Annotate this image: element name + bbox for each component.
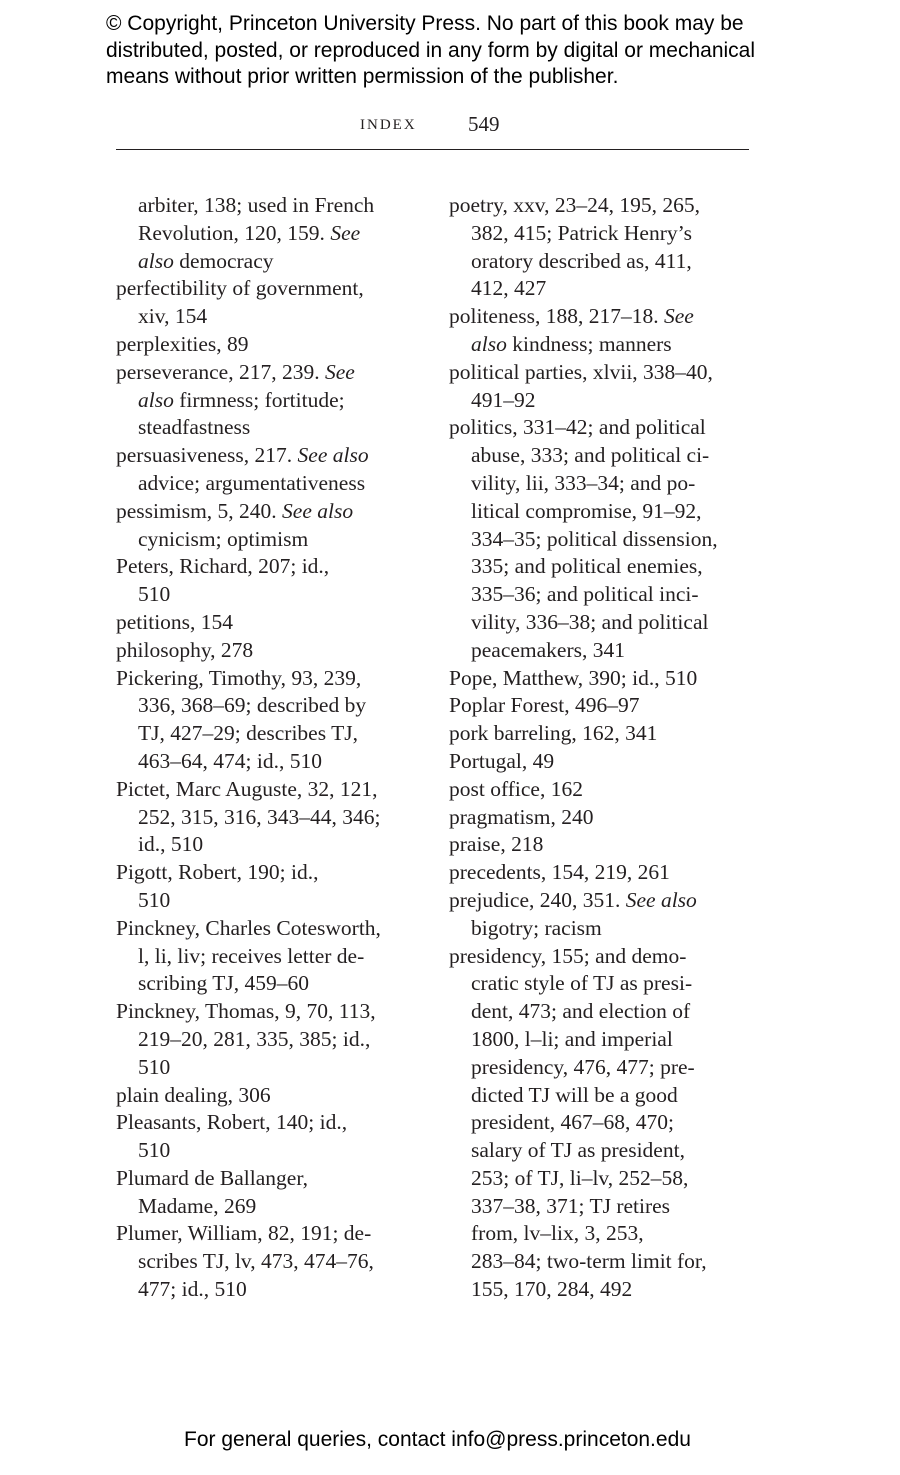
index-entry xyxy=(116,998,426,1081)
entry-text: Portugal, 49 xyxy=(449,748,555,773)
cross-reference-text: See xyxy=(324,359,355,384)
index-entry-continuation xyxy=(116,720,426,748)
index-entry-line xyxy=(116,1082,426,1110)
index-entry-continuation xyxy=(116,387,426,415)
index-entry-line xyxy=(116,275,426,303)
index-entry-line xyxy=(116,998,426,1026)
index-entry-continuation xyxy=(449,498,759,526)
index-entry xyxy=(449,665,759,693)
copyright-line: means without prior written permission of the publisher. xyxy=(106,65,619,88)
cross-reference-text: also xyxy=(471,331,507,356)
index-entry-line xyxy=(116,1220,426,1248)
index-entry-continuation xyxy=(116,804,426,832)
entry-text: abuse, 333; and political ci- xyxy=(471,443,710,468)
index-entry xyxy=(449,192,759,303)
entry-text: id., 510 xyxy=(138,832,204,857)
entry-text: democracy xyxy=(173,248,274,273)
index-entry-continuation xyxy=(116,1193,426,1221)
entry-text: Pope, Matthew, 390; id., 510 xyxy=(449,665,698,690)
entry-text: 510 xyxy=(138,1054,171,1079)
entry-text: pork barreling, 162, 341 xyxy=(449,721,658,746)
index-entry xyxy=(116,359,426,442)
entry-text: 491–92 xyxy=(471,387,536,412)
entry-text: persuasiveness, 217. xyxy=(116,443,298,468)
index-entry-continuation xyxy=(116,248,426,276)
index-entry xyxy=(116,1165,426,1221)
index-entry-continuation xyxy=(449,970,759,998)
index-entry xyxy=(116,637,426,665)
cross-reference-text: See xyxy=(664,304,694,329)
index-entry-line xyxy=(116,359,426,387)
cross-reference-text: See also xyxy=(282,498,354,523)
entry-text: Revolution, 120, 159. xyxy=(138,220,331,245)
entry-text: dicted TJ will be a good xyxy=(471,1082,678,1107)
index-entry-continuation xyxy=(449,637,759,665)
entry-text: from, lv–lix, 3, 253, xyxy=(471,1221,644,1246)
entry-text: pragmatism, 240 xyxy=(449,804,594,829)
index-entry-line xyxy=(449,303,759,331)
entry-text: perfectibility of government, xyxy=(116,276,364,301)
index-entry xyxy=(116,1082,426,1110)
index-entry-line xyxy=(449,748,759,776)
index-entry-line xyxy=(449,720,759,748)
index-entry xyxy=(116,498,426,554)
entry-text: Madame, 269 xyxy=(138,1193,257,1218)
header-rule xyxy=(116,149,749,150)
entry-text: bigotry; racism xyxy=(471,915,602,940)
index-entry-continuation xyxy=(449,1165,759,1193)
index-entry-line xyxy=(449,665,759,693)
index-entry-line xyxy=(449,943,759,971)
index-entry-continuation xyxy=(449,1082,759,1110)
index-entry-line xyxy=(116,859,426,887)
index-entry-continuation xyxy=(449,331,759,359)
entry-text: Pictet, Marc Auguste, 32, 121, xyxy=(116,776,378,801)
entry-text: philosophy, 278 xyxy=(116,637,254,662)
entry-text: dent, 473; and election of xyxy=(471,999,691,1024)
index-entry-continuation xyxy=(116,692,426,720)
entry-text: 477; id., 510 xyxy=(138,1277,247,1302)
index-entry-continuation xyxy=(449,220,759,248)
index-entry-continuation xyxy=(116,887,426,915)
index-entry-continuation xyxy=(116,526,426,554)
entry-text: l, li, liv; receives letter de- xyxy=(138,943,365,968)
entry-text: 463–64, 474; id., 510 xyxy=(138,748,322,773)
index-entry-continuation xyxy=(116,303,426,331)
copyright-line: distributed, posted, or reproduced in any form by digital or mechanical xyxy=(106,38,756,62)
index-entry-continuation xyxy=(449,442,759,470)
index-entry xyxy=(116,192,426,275)
copyright-line: © Copyright, Princeton University Press. No part of this book may be xyxy=(106,12,744,35)
entry-text: 1800, l–li; and imperial xyxy=(471,1026,673,1051)
index-entry-line xyxy=(449,692,759,720)
index-entry-continuation xyxy=(116,1248,426,1276)
running-head xyxy=(116,112,749,142)
index-entry xyxy=(449,359,759,415)
entry-text: poetry, xxv, 23–24, 195, 265, xyxy=(449,193,701,217)
index-entry-continuation xyxy=(449,1026,759,1054)
entry-text: salary of TJ as president, xyxy=(471,1138,685,1163)
index-entry-line xyxy=(449,831,759,859)
entry-text: cynicism; optimism xyxy=(138,526,309,551)
index-entry-line xyxy=(116,776,426,804)
index-entry-line xyxy=(449,414,759,442)
index-entry-line xyxy=(116,1109,426,1137)
entry-text: 334–35; political dissension, xyxy=(471,526,718,551)
index-entry-continuation xyxy=(449,553,759,581)
entry-text: 219–20, 281, 335, 385; id., xyxy=(138,1026,371,1051)
entry-text: 252, 315, 316, 343–44, 346; xyxy=(138,804,381,829)
index-entry xyxy=(449,831,759,859)
entry-text: Pinckney, Thomas, 9, 70, 113, xyxy=(116,999,376,1024)
entry-text: vility, lii, 333–34; and po- xyxy=(471,470,696,495)
copyright-notice xyxy=(106,11,846,91)
index-entry-line xyxy=(449,192,759,220)
entry-text: litical compromise, 91–92, xyxy=(471,498,702,523)
index-entry-continuation xyxy=(449,1276,759,1304)
entry-text: Pickering, Timothy, 93, 239, xyxy=(116,665,362,690)
entry-text: 253; of TJ, li–lv, 252–58, xyxy=(471,1165,689,1190)
entry-text: Pleasants, Robert, 140; id., xyxy=(116,1110,348,1135)
index-entry-continuation xyxy=(116,414,426,442)
page-number: 549 xyxy=(468,112,500,136)
index-entry-continuation xyxy=(116,220,426,248)
index-entry-continuation xyxy=(449,915,759,943)
entry-text: firmness; fortitude; xyxy=(173,387,345,412)
index-entry-continuation xyxy=(449,581,759,609)
index-entry xyxy=(449,943,759,1304)
index-entry xyxy=(449,303,759,359)
footer-contact: For general queries, contact info@press.princeton.edu xyxy=(184,1428,691,1451)
cross-reference-text: See also xyxy=(625,887,697,912)
index-entry xyxy=(116,1109,426,1165)
entry-text: 336, 368–69; described by xyxy=(138,693,367,718)
index-entry-continuation xyxy=(116,1137,426,1165)
index-entry xyxy=(449,804,759,832)
entry-text: Pigott, Robert, 190; id., xyxy=(116,860,319,885)
entry-text: arbiter, 138; used in French xyxy=(138,193,375,217)
entry-text: plain dealing, 306 xyxy=(116,1082,271,1107)
index-entry xyxy=(116,275,426,331)
index-entry-line xyxy=(116,665,426,693)
index-entry-continuation xyxy=(449,1220,759,1248)
index-entry-line xyxy=(116,442,426,470)
entry-text: TJ, 427–29; describes TJ, xyxy=(138,721,358,746)
index-entry-continuation xyxy=(449,1248,759,1276)
index-entry xyxy=(116,609,426,637)
entry-text: scribes TJ, lv, 473, 474–76, xyxy=(138,1249,374,1274)
index-entry xyxy=(449,414,759,664)
entry-text: vility, 336–38; and political xyxy=(471,609,709,634)
index-entry-continuation xyxy=(449,1137,759,1165)
entry-text: 510 xyxy=(138,1138,171,1163)
entry-text: 510 xyxy=(138,582,171,607)
index-entry-continuation xyxy=(116,1026,426,1054)
entry-text: 382, 415; Patrick Henry’s xyxy=(471,220,692,245)
cross-reference-text: See xyxy=(330,220,361,245)
index-entry-line xyxy=(116,192,426,220)
entry-text: post office, 162 xyxy=(449,776,583,801)
index-entry-line xyxy=(116,1165,426,1193)
index-entry-continuation xyxy=(449,470,759,498)
index-entry-continuation xyxy=(449,1193,759,1221)
index-entry xyxy=(449,692,759,720)
index-entry-continuation xyxy=(116,581,426,609)
entry-text: political parties, xlvii, 338–40, xyxy=(449,359,713,384)
entry-text: Plumard de Ballanger, xyxy=(116,1165,308,1190)
entry-text: peacemakers, 341 xyxy=(471,637,626,662)
cross-reference-text: also xyxy=(138,248,174,273)
index-entry-line xyxy=(449,359,759,387)
entry-text: president, 467–68, 470; xyxy=(471,1110,675,1135)
index-entry-continuation xyxy=(116,470,426,498)
index-entry-line xyxy=(116,553,426,581)
index-entry xyxy=(116,553,426,609)
index-entry-line xyxy=(116,915,426,943)
cross-reference-text: See also xyxy=(297,443,369,468)
index-entry-continuation xyxy=(116,1054,426,1082)
entry-text: 335; and political enemies, xyxy=(471,554,703,579)
index-entry-continuation xyxy=(449,387,759,415)
index-entry-continuation xyxy=(116,831,426,859)
entry-text: Pinckney, Charles Cotesworth, xyxy=(116,915,381,940)
entry-text: xiv, 154 xyxy=(138,304,208,329)
entry-text: oratory described as, 411, xyxy=(471,248,692,273)
entry-text: politeness, 188, 217–18. xyxy=(449,304,664,329)
index-entry xyxy=(449,859,759,887)
index-column-left xyxy=(116,192,426,1304)
entry-text: 510 xyxy=(138,887,171,912)
index-entry-continuation xyxy=(449,275,759,303)
entry-text: Poplar Forest, 496–97 xyxy=(449,693,640,718)
entry-text: kindness; manners xyxy=(506,331,672,356)
index-entry xyxy=(116,665,426,776)
entry-text: praise, 218 xyxy=(449,832,544,857)
index-entry xyxy=(116,776,426,859)
index-entry-continuation xyxy=(449,609,759,637)
index-entry xyxy=(116,1220,426,1303)
entry-text: 412, 427 xyxy=(471,276,547,301)
entry-text: Plumer, William, 82, 191; de- xyxy=(116,1221,372,1246)
index-entry xyxy=(449,720,759,748)
entry-text: politics, 331–42; and political xyxy=(449,415,706,440)
index-entry-continuation xyxy=(449,998,759,1026)
index-entry xyxy=(116,442,426,498)
entry-text: 283–84; two-term limit for, xyxy=(471,1249,707,1274)
index-entry xyxy=(449,748,759,776)
index-column-right xyxy=(449,192,759,1304)
index-entry-continuation xyxy=(116,1276,426,1304)
index-entry-continuation xyxy=(116,943,426,971)
entry-text: 155, 170, 284, 492 xyxy=(471,1277,633,1302)
entry-text: advice; argumentativeness xyxy=(138,470,366,495)
index-entry-line xyxy=(116,331,426,359)
cross-reference-text: also xyxy=(138,387,174,412)
index-entry-continuation xyxy=(116,748,426,776)
entry-text: cratic style of TJ as presi- xyxy=(471,971,693,996)
index-entry xyxy=(116,331,426,359)
entry-text: precedents, 154, 219, 261 xyxy=(449,860,670,885)
index-entry-line xyxy=(449,776,759,804)
index-entry-line xyxy=(449,887,759,915)
running-head-title: INDEX xyxy=(360,117,417,133)
entry-text: 335–36; and political inci- xyxy=(471,582,699,607)
index-entry xyxy=(116,859,426,915)
index-entry-continuation xyxy=(116,970,426,998)
entry-text: petitions, 154 xyxy=(116,609,234,634)
index-entry-continuation xyxy=(449,1054,759,1082)
index-entry-continuation xyxy=(449,248,759,276)
entry-text: presidency, 476, 477; pre- xyxy=(471,1054,695,1079)
index-entry xyxy=(449,776,759,804)
entry-text: presidency, 155; and demo- xyxy=(449,943,687,968)
index-entry-continuation xyxy=(449,1109,759,1137)
index-entry xyxy=(449,887,759,943)
index-entry-line xyxy=(449,804,759,832)
entry-text: prejudice, 240, 351. xyxy=(449,887,626,912)
entry-text: Peters, Richard, 207; id., xyxy=(116,554,330,579)
entry-text: steadfastness xyxy=(138,415,251,440)
entry-text: perplexities, 89 xyxy=(116,331,249,356)
index-entry-line xyxy=(116,637,426,665)
entry-text: pessimism, 5, 240. xyxy=(116,498,283,523)
entry-text: 337–38, 371; TJ retires xyxy=(471,1193,671,1218)
index-entry-line xyxy=(116,498,426,526)
index-entry xyxy=(116,915,426,998)
entry-text: perseverance, 217, 239. xyxy=(116,359,325,384)
index-entry-line xyxy=(449,859,759,887)
index-entry-continuation xyxy=(449,526,759,554)
index-entry-line xyxy=(116,609,426,637)
entry-text: scribing TJ, 459–60 xyxy=(138,971,310,996)
